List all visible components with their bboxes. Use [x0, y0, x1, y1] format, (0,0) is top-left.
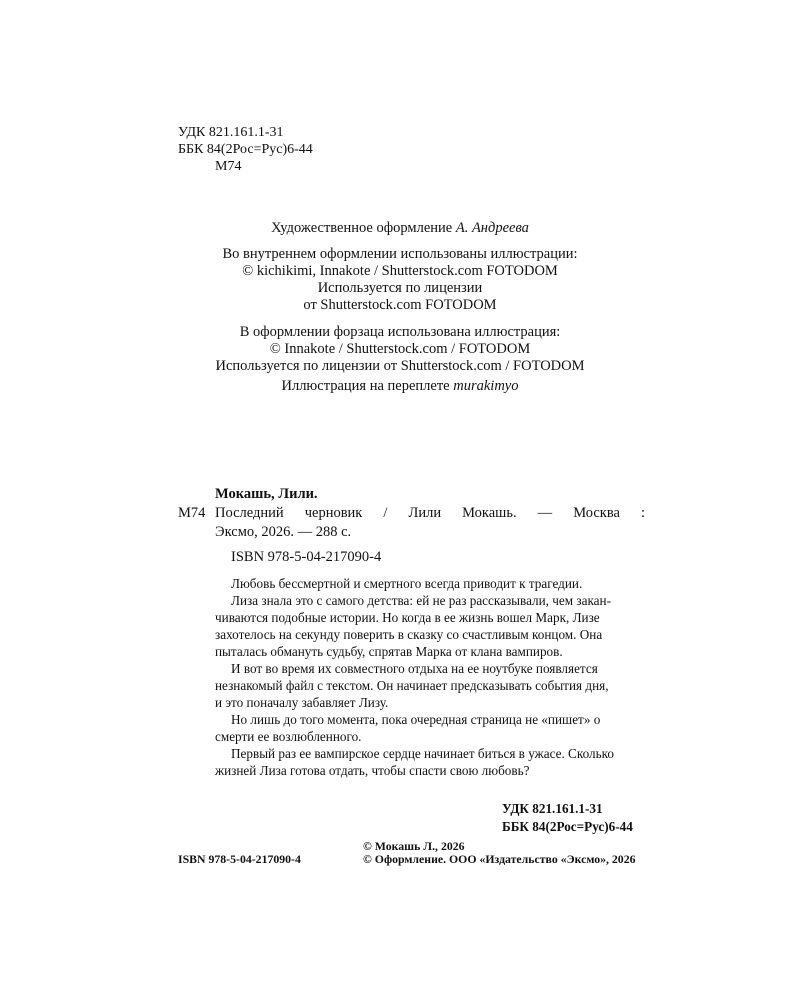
cover-illustration-credit [0, 378, 800, 395]
interior-credit-line: © kichikimi, Innakote / Shutterstock.com FOTODOM [242, 263, 558, 279]
interior-credit-line: Используется по лицензии [317, 280, 483, 296]
bbk-code-repeat: ББК 84(2Рос=Рус)6-44 [502, 819, 633, 834]
interior-credit-line: от Shutterstock.com FOTODOM [303, 297, 497, 313]
annotation-line: Первый раз ее вампирское сердце начинает биться в ужасе. Сколько [231, 746, 614, 761]
copyright-author: © Мокашь Л., 2026 [363, 839, 465, 853]
annotation-line: смерти ее возлюбленного. [215, 729, 362, 744]
design-credit-prefix: Художественное оформление [271, 220, 456, 236]
interior-credit-line: Во внутреннем оформлении использованы иллюстрации: [222, 246, 578, 262]
annotation-line: и это поначалу забавляет Лизу. [215, 695, 389, 710]
bib-title-line: Последний черновик / Лили Мокашь. — Москва : [215, 505, 645, 521]
annotation-line: чиваются подобные истории. Но когда в ее жизнь вошел Марк, Лизе [215, 610, 600, 625]
author-mark: М74 [215, 159, 242, 174]
annotation-line: пыталась обмануть судьбу, спрятав Марка от клана вампиров. [215, 644, 563, 659]
footer-isbn: ISBN 978-5-04-217090-4 [178, 852, 301, 866]
annotation-line: захотелось на секунду поверить в сказку со счастливым концом. Она [215, 627, 603, 642]
copyright-design: © Оформление. ООО «Издательство «Эксмо», 2026 [363, 852, 636, 866]
bib-publisher-line: Эксмо, 2026. — 288 с. [215, 524, 352, 540]
annotation-line: Но лишь до того момента, пока очередная страница не «пишет» о [231, 712, 601, 727]
annotation-line: Лиза знала это с самого детства: ей не раз рассказывали, чем закан- [231, 593, 611, 608]
designer-name: А. Андреева [455, 220, 529, 236]
udk-code: УДК 821.161.1-31 [178, 125, 284, 140]
cover-credit-prefix: Иллюстрация на переплете [281, 378, 454, 394]
annotation-line: жизней Лиза готова отдать, чтобы спасти свою любовь? [215, 763, 530, 778]
endpaper-credit-line: Используется по лицензии от Shutterstock.com / FOTODOM [215, 358, 585, 374]
design-credit [0, 220, 800, 237]
annotation-line: незнакомый файл с текстом. Он начинает предсказывать события дня, [215, 678, 609, 693]
udk-code-repeat: УДК 821.161.1-31 [502, 801, 603, 816]
illustrator-name: murakimyo [453, 378, 519, 394]
endpaper-credit-line: © Innakote / Shutterstock.com / FOTODOM [269, 341, 531, 357]
bib-isbn: ISBN 978-5-04-217090-4 [231, 549, 382, 565]
annotation-line: И вот во время их совместного отдыха на ее ноутбуке появляется [231, 661, 598, 676]
annotation-line: Любовь бессмертной и смертного всегда приводит к трагедии. [231, 576, 583, 591]
endpaper-credit-line: В оформлении форзаца использована иллюстрация: [239, 324, 561, 340]
bib-mark: М74 [178, 505, 206, 521]
bbk-code: ББК 84(2Рос=Рус)6-44 [178, 142, 313, 157]
bib-author: Мокашь, Лили. [215, 486, 318, 502]
